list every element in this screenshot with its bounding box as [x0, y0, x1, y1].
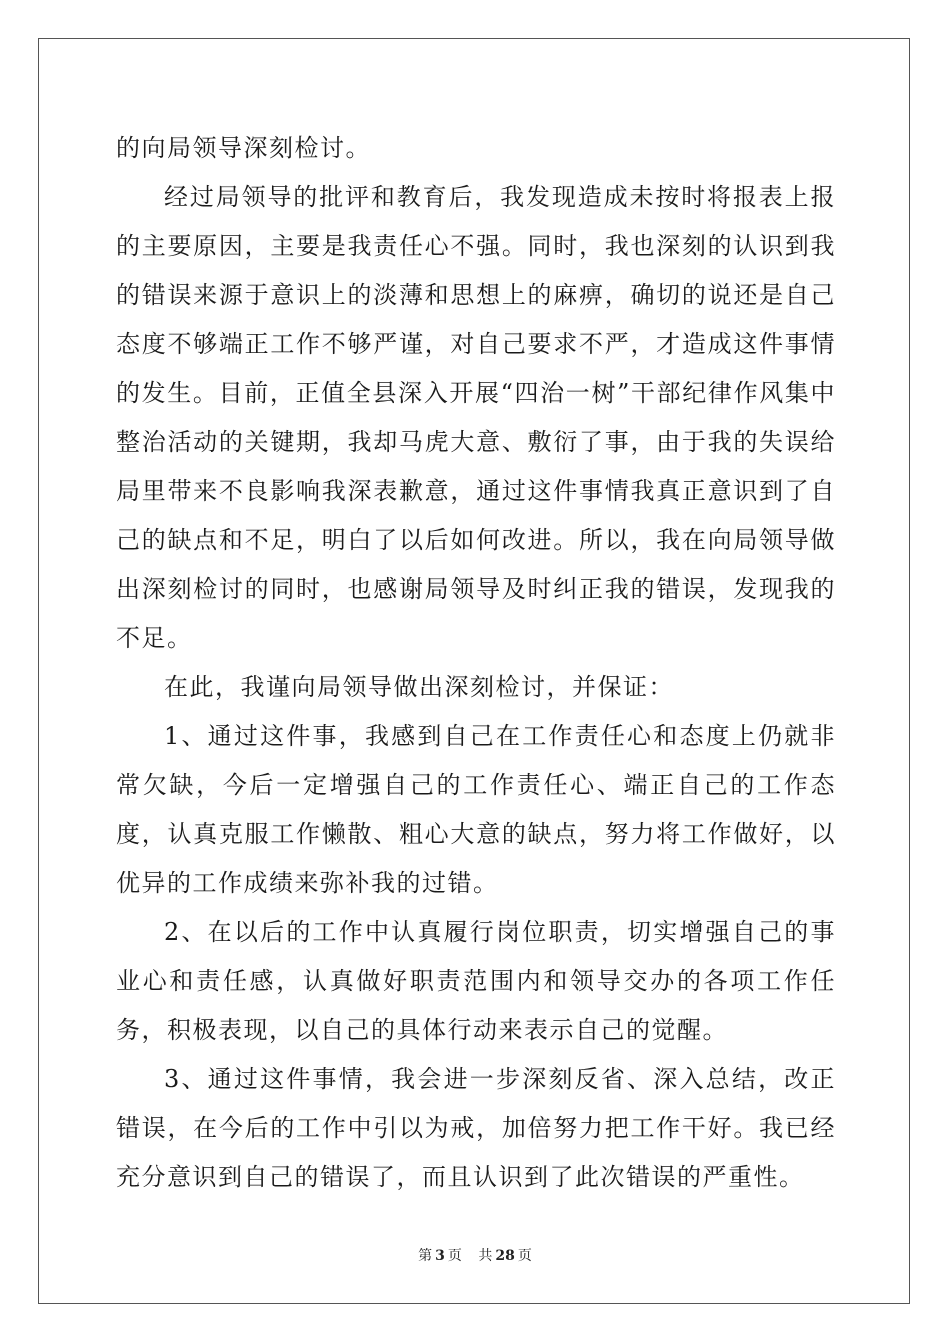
paragraph-1: 的向局领导深刻检讨。: [116, 134, 371, 162]
page-suffix: 页: [447, 1248, 462, 1264]
total-suffix: 页: [517, 1248, 532, 1264]
total-indicator: [475, 1248, 534, 1264]
paragraph-2: 经过局领导的批评和教育后，我发现造成未按时将报表上报的主要原因，主要是我责任心不强。同时，我也深刻的认识到我的错误来源于意识上的淡薄和思想上的麻痹，确切的说还是自己态度不够端正工作不够严谨，对自己要求不严，才造成这件事情的发生。目前，正值全县深入开展“四治一树”干部纪律作风集中整治活动的关键期，我却马虎大意、敷衍了事，由于我的失误给局里带来不良影响我深表歉意，通过这件事情我真正意识到了自己的缺点和不足，明白了以后如何改进。所以，我在向局领导做出深刻检讨的同时，也感谢局领导及时纠正我的错误，发现我的不足。: [116, 183, 836, 652]
page-indicator: [415, 1248, 465, 1264]
page-number: 3: [435, 1248, 445, 1264]
paragraph-6: 3、通过这件事情，我会进一步深刻反省、深入总结，改正错误，在今后的工作中引以为戒，加倍努力把工作干好。我已经充分意识到自己的错误了，而且认识到了此次错误的严重性。: [116, 1065, 836, 1191]
paragraph-5: 2、在以后的工作中认真履行岗位职责，切实增强自己的事业心和责任感，认真做好职责范围内和领导交办的各项工作任务，积极表现，以自己的具体行动来表示自己的觉醒。: [116, 918, 836, 1044]
paragraph-3: 在此，我谨向局领导做出深刻检讨，并保证：: [164, 673, 674, 701]
page-prefix: 第: [418, 1248, 433, 1264]
total-prefix: 共: [478, 1248, 493, 1264]
paragraph-4: 1、通过这件事，我感到自己在工作责任心和态度上仍就非常欠缺，今后一定增强自己的工作责任心、端正自己的工作态度，认真克服工作懒散、粗心大意的缺点，努力将工作做好，以优异的工作成绩来弥补我的过错。: [116, 722, 836, 897]
total-pages: 28: [495, 1248, 515, 1264]
document-body: [116, 124, 836, 1202]
page-footer: [0, 1245, 950, 1265]
